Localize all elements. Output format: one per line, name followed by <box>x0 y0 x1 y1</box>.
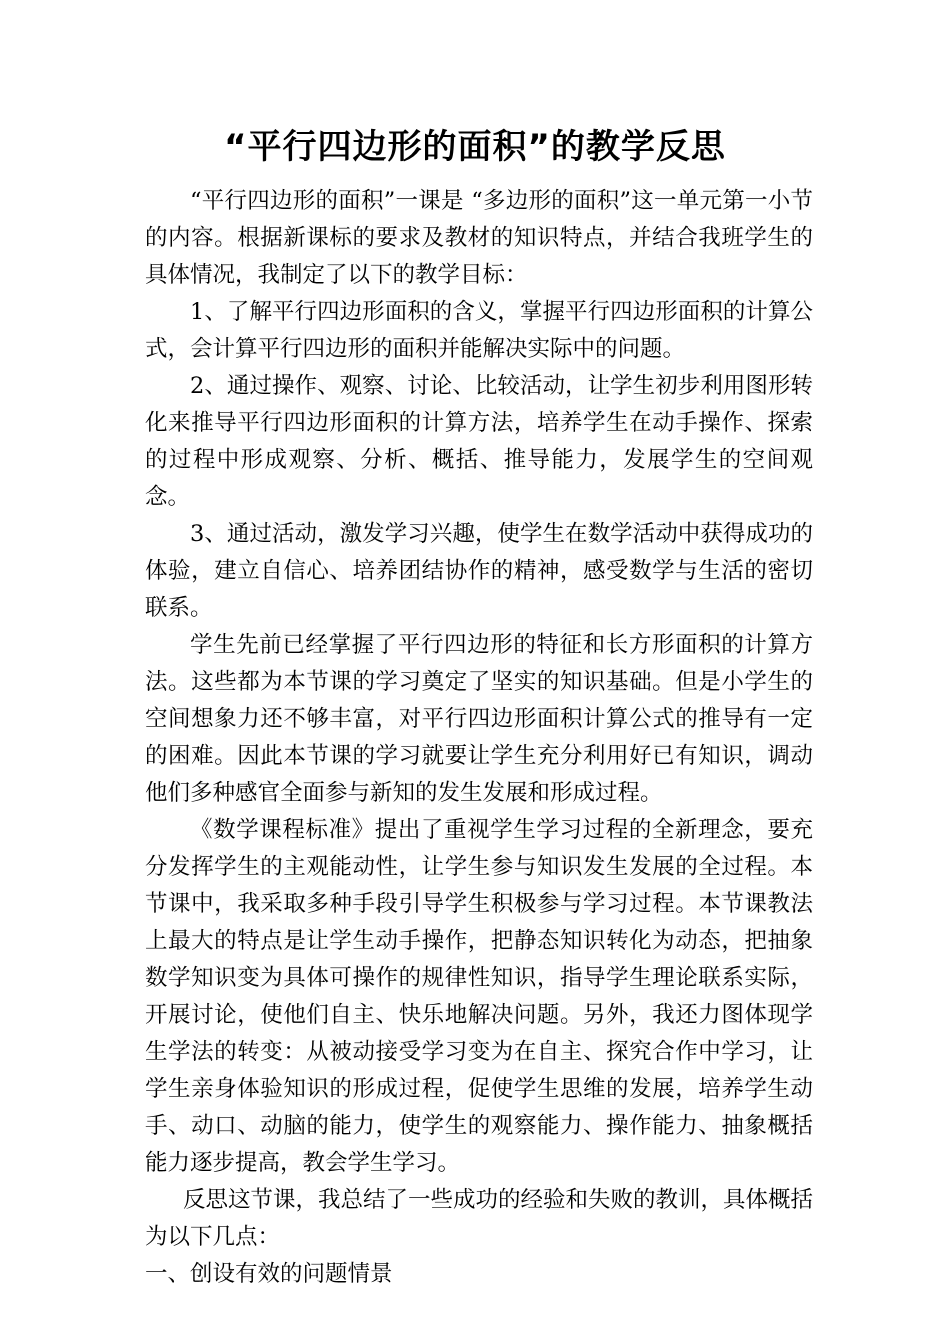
paragraph-intro: “平行四边形的面积”一课是 “多边形的面积”这一单元第一小节的内容。根据新课标的要求及教材的知识特点，并结合我班学生的具体情况，我制定了以下的教学目标： <box>145 188 813 288</box>
paragraph-curriculum-standard: 《数学课程标准》提出了重视学生学习过程的全新理念，要充分发挥学生的主观能动性，让学生参与知识发生发展的全过程。本节课中，我采取多种手段引导学生积极参与学习过程。本节课教法上最大的特点是让学生动手操作，把静态知识转化为动态，把抽象数学知识变为具体可操作的规律性知识，指导学生理论联系实际，开展讨论，使他们自主、快乐地解决问题。另外，我还力图体现学生学法的转变：从被动接受学习变为在自主、探究合作中学习，让学生亲身体验知识的形成过程，促使学生思维的发展，培养学生动手、动口、动脑的能力，使学生的观察能力、操作能力、抽象概括能力逐步提高，教会学生学习。 <box>145 817 813 1176</box>
paragraph-student-basis: 学生先前已经掌握了平行四边形的特征和长方形面积的计算方法。这些都为本节课的学习奠定了坚实的知识基础。但是小学生的空间想象力还不够丰富，对平行四边形面积计算公式的推导有一定的困难。因此本节课的学习就要让学生充分利用好已有知识，调动他们多种感官全面参与新知的发生发展和形成过程。 <box>145 632 813 806</box>
paragraph-reflection: 反思这节课，我总结了一些成功的经验和失败的教训，具体概括为以下几点： <box>145 1187 814 1250</box>
paragraph-goal-2: 2、通过操作、观察、讨论、比较活动，让学生初步利用图形转化来推导平行四边形面积的计算方法，培养学生在动手操作、探索的过程中形成观察、分析、概括、推导能力，发展学生的空间观念。 <box>145 373 813 510</box>
paragraph-goal-1: 1、了解平行四边形面积的含义，掌握平行四边形面积的计算公式，会计算平行四边形的面积并能解决实际中的问题。 <box>145 299 813 362</box>
document-title: “平行四边形的面积”的教学反思 <box>224 127 726 167</box>
section-heading-1: 一、创设有效的问题情景 <box>145 1261 393 1287</box>
paragraph-goal-3: 3、通过活动，激发学习兴趣，使学生在数学活动中获得成功的体验，建立自信心、培养团结协作的精神，感受数学与生活的密切联系。 <box>145 521 813 621</box>
document-body <box>145 183 813 1293</box>
